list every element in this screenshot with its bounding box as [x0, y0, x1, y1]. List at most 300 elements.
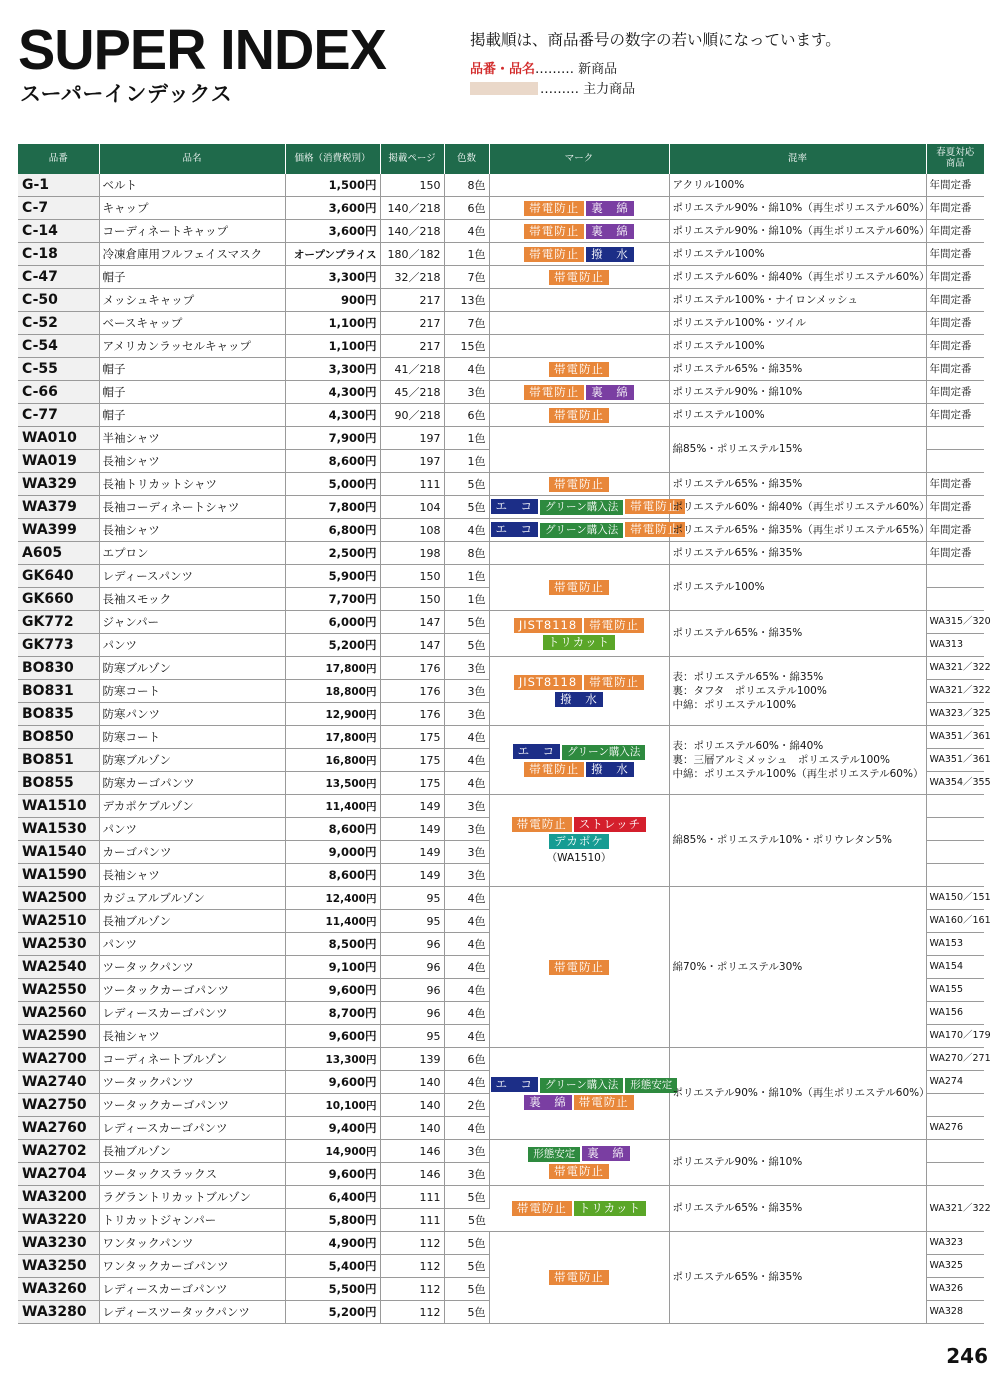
product-name: 長袖シャツ: [99, 1025, 285, 1048]
material-cell: [669, 197, 930, 220]
product-code: WA329: [18, 473, 99, 496]
mark-line: [490, 521, 681, 539]
mark-badge: 帯電防止: [625, 522, 685, 537]
season-cell: [926, 1140, 984, 1163]
header-season: 春夏対応商品: [926, 144, 984, 174]
mark-badge: 帯電防止: [584, 675, 644, 690]
product-name: 防寒コート: [99, 680, 285, 703]
product-price: 5,200円: [285, 634, 380, 657]
catalog-page: 198: [380, 542, 444, 565]
season-cell: [926, 841, 984, 864]
product-price: 9,600円: [285, 1163, 380, 1186]
table-row: [18, 611, 984, 634]
product-name: レディースカーゴパンツ: [99, 1117, 285, 1140]
mark-badge: 帯電防止: [549, 580, 609, 595]
mark-cell: [489, 220, 669, 243]
material-cell: [669, 404, 926, 427]
product-code: WA379: [18, 496, 99, 519]
product-price: 900円: [285, 289, 380, 312]
mark-badge: グリーン購入法: [562, 745, 645, 760]
material-line: ポリエステル100%: [672, 247, 765, 260]
product-code: GK640: [18, 565, 99, 588]
season-cell: 年間定番: [926, 358, 984, 381]
product-price: 12,900円: [285, 703, 380, 726]
season-cell: 年間定番: [926, 496, 984, 519]
color-count: 6色: [444, 404, 489, 427]
ordering-notice: 掲載順は、商品番号の数字の若い順になっています。: [470, 31, 841, 49]
product-price: 14,900円: [285, 1140, 380, 1163]
product-price: 11,400円: [285, 910, 380, 933]
material-line: ポリエステル65%・綿35%: [672, 1202, 803, 1215]
product-name: レディースツータックパンツ: [99, 1301, 285, 1324]
material-line: ポリエステル60%・綿40%（再生ポリエステル60%）: [672, 500, 930, 513]
product-code: WA2560: [18, 1002, 99, 1025]
mark-badge: 帯電防止: [625, 499, 685, 514]
color-count: 15色: [444, 335, 489, 358]
mark-line: [490, 579, 669, 596]
color-count: 5色: [444, 496, 489, 519]
color-count: 3色: [444, 381, 489, 404]
product-code: WA3280: [18, 1301, 99, 1324]
season-cell: [926, 818, 984, 841]
product-price: 7,700円: [285, 588, 380, 611]
catalog-page: 111: [380, 1209, 444, 1232]
table-row: [18, 519, 984, 542]
product-price: 9,100円: [285, 956, 380, 979]
catalog-page: 217: [380, 289, 444, 312]
material-line: ポリエステル65%・綿35%（再生ポリエステル65%）: [672, 523, 930, 536]
catalog-page: 96: [380, 979, 444, 1002]
product-name: カジュアルブルゾン: [99, 887, 285, 910]
legend-main-swatch: [470, 82, 538, 95]
season-cell: WA321／322: [926, 1186, 984, 1232]
product-code: WA2760: [18, 1117, 99, 1140]
season-cell: WA328: [926, 1301, 984, 1324]
mark-line: [490, 691, 669, 708]
table-row: [18, 427, 984, 450]
mark-badge: エ コ: [491, 1077, 539, 1092]
material-cell: [669, 243, 926, 266]
product-code: WA399: [18, 519, 99, 542]
product-price: 17,800円: [285, 657, 380, 680]
mark-cell: [489, 358, 669, 381]
material-cell: [669, 496, 930, 519]
mark-cell: [489, 795, 669, 887]
color-count: 5色: [444, 1278, 489, 1301]
product-name: 長袖トリカットシャツ: [99, 473, 285, 496]
product-code: WA2702: [18, 1140, 99, 1163]
product-name: カーゴパンツ: [99, 841, 285, 864]
product-name: ツータックパンツ: [99, 956, 285, 979]
catalog-page: 217: [380, 335, 444, 358]
catalog-page: 175: [380, 726, 444, 749]
season-cell: WA323／325: [926, 703, 984, 726]
product-price: 13,500円: [285, 772, 380, 795]
catalog-page: 180／182: [380, 243, 444, 266]
material-line: ポリエステル90%・綿10%（再生ポリエステル60%）: [672, 201, 930, 214]
season-cell: WA351／361: [926, 726, 984, 749]
catalog-page: 149: [380, 864, 444, 887]
mark-line: [490, 1200, 669, 1217]
mark-badge: 裏 綿: [586, 201, 634, 216]
color-count: 4色: [444, 358, 489, 381]
mark-badge: 形態安定: [625, 1078, 677, 1093]
mark-line: [490, 634, 669, 651]
color-count: 3色: [444, 864, 489, 887]
product-code: WA2550: [18, 979, 99, 1002]
table-row: [18, 473, 984, 496]
season-cell: [926, 1094, 984, 1117]
mark-cell: [489, 1048, 673, 1140]
product-code: C-50: [18, 289, 99, 312]
mark-cell: [489, 197, 669, 220]
material-cell: [669, 335, 926, 358]
color-count: 1色: [444, 450, 489, 473]
product-code: BO835: [18, 703, 99, 726]
season-cell: 年間定番: [926, 243, 984, 266]
season-cell: 年間定番: [926, 266, 984, 289]
material-line: 裏：三層アルミメッシュ ポリエステル100%: [672, 753, 890, 766]
catalog-page: 95: [380, 910, 444, 933]
material-line: ポリエステル65%・綿35%: [672, 546, 803, 559]
catalog-page: 45／218: [380, 381, 444, 404]
season-cell: 年間定番: [926, 404, 984, 427]
catalog-page: 95: [380, 1025, 444, 1048]
mark-line: [490, 200, 669, 217]
material-line: ポリエステル65%・綿35%: [672, 627, 803, 640]
product-price: 3,300円: [285, 358, 380, 381]
product-name: ツータックスラックス: [99, 1163, 285, 1186]
color-count: 3色: [444, 680, 489, 703]
color-count: 4色: [444, 220, 489, 243]
product-name: コーディネートブルゾン: [99, 1048, 285, 1071]
catalog-page: 140: [380, 1094, 444, 1117]
material-line: 綿85%・ポリエステル10%・ポリウレタン5%: [672, 834, 892, 847]
mark-line: [490, 223, 669, 240]
material-line: ポリエステル100%: [672, 339, 765, 352]
legend-new-dots: ………: [535, 62, 575, 77]
product-price: 12,400円: [285, 887, 380, 910]
color-count: 1色: [444, 565, 489, 588]
material-line: ポリエステル65%・綿35%: [672, 477, 803, 490]
material-line: アクリル100%: [672, 178, 745, 191]
table-row: [18, 1232, 984, 1255]
header-code: 品番: [18, 144, 99, 174]
mark-line: [490, 269, 669, 286]
product-name: ツータックカーゴパンツ: [99, 979, 285, 1002]
mark-line: [490, 617, 669, 634]
season-cell: WA276: [926, 1117, 984, 1140]
legend-main-item: [470, 78, 635, 97]
table-row: [18, 335, 984, 358]
color-count: 4色: [444, 749, 489, 772]
table-row: [18, 726, 984, 749]
mark-cell: [489, 1186, 669, 1232]
product-price: 2,500円: [285, 542, 380, 565]
mark-badge: 裏 綿: [586, 385, 634, 400]
product-name: ツータックカーゴパンツ: [99, 1094, 285, 1117]
mark-badge: トリカット: [543, 635, 615, 650]
color-count: 4色: [444, 772, 489, 795]
product-price: 8,600円: [285, 450, 380, 473]
mark-badge: 裏 綿: [586, 224, 634, 239]
color-count: 4色: [444, 933, 489, 956]
color-count: 1色: [444, 588, 489, 611]
material-cell: [669, 220, 930, 243]
color-count: 3色: [444, 703, 489, 726]
mark-cell: [489, 427, 669, 473]
product-name: 長袖シャツ: [99, 450, 285, 473]
mark-badge: 撥 水: [555, 692, 603, 707]
product-price: 1,500円: [285, 174, 380, 197]
mark-badge: 帯電防止: [549, 362, 609, 377]
season-cell: 年間定番: [926, 174, 984, 197]
product-code: C-66: [18, 381, 99, 404]
table-row: [18, 381, 984, 404]
product-code: WA2704: [18, 1163, 99, 1186]
table-row: [18, 887, 984, 910]
catalog-page: 176: [380, 680, 444, 703]
season-cell: [926, 427, 984, 450]
product-code: WA2500: [18, 887, 99, 910]
mark-line: [490, 1145, 669, 1163]
mark-line: [490, 959, 669, 976]
product-price: 1,100円: [285, 335, 380, 358]
product-name: パンツ: [99, 634, 285, 657]
mark-cell: [489, 473, 669, 496]
product-price: 5,200円: [285, 1301, 380, 1324]
mark-badge: 帯電防止: [524, 224, 584, 239]
product-code: WA010: [18, 427, 99, 450]
color-count: 3色: [444, 795, 489, 818]
material-cell: [669, 358, 926, 381]
page-number: 246: [946, 1344, 988, 1368]
material-line: ポリエステル100%: [672, 581, 765, 594]
product-name: 防寒パンツ: [99, 703, 285, 726]
product-name: 冷凍倉庫用フルフェイスマスク: [99, 243, 285, 266]
mark-badge: 帯電防止: [549, 960, 609, 975]
season-cell: WA153: [926, 933, 984, 956]
season-cell: [926, 588, 984, 611]
product-name: エプロン: [99, 542, 285, 565]
catalog-page: 176: [380, 703, 444, 726]
color-count: 4色: [444, 1071, 489, 1094]
product-name: ベルト: [99, 174, 285, 197]
product-name: トリカットジャンパー: [99, 1209, 285, 1232]
mark-badge: エ コ: [491, 499, 539, 514]
table-row: [18, 657, 984, 680]
table-row: [18, 197, 984, 220]
catalog-page: 112: [380, 1278, 444, 1301]
material-cell: [669, 312, 926, 335]
material-cell: [669, 1186, 926, 1232]
color-count: 3色: [444, 657, 489, 680]
product-price: 7,900円: [285, 427, 380, 450]
product-code: C-47: [18, 266, 99, 289]
season-cell: 年間定番: [926, 312, 984, 335]
product-code: WA3250: [18, 1255, 99, 1278]
catalog-page: 175: [380, 749, 444, 772]
catalog-page: 111: [380, 473, 444, 496]
color-count: 2色: [444, 1094, 489, 1117]
table-row: [18, 1140, 984, 1163]
color-count: 4色: [444, 910, 489, 933]
table-row: [18, 289, 984, 312]
color-count: 7色: [444, 266, 489, 289]
season-cell: 年間定番: [926, 542, 984, 565]
color-count: 5色: [444, 1186, 489, 1209]
product-code: WA019: [18, 450, 99, 473]
mark-badge: 帯電防止: [512, 817, 572, 832]
catalog-page: 146: [380, 1140, 444, 1163]
product-name: 帽子: [99, 358, 285, 381]
legend-new-text: 新商品: [578, 62, 618, 77]
material-line: ポリエステル65%・綿35%: [672, 1271, 803, 1284]
color-count: 6色: [444, 197, 489, 220]
mark-cell: [489, 726, 669, 795]
product-name: パンツ: [99, 933, 285, 956]
product-price: 8,500円: [285, 933, 380, 956]
catalog-page: 149: [380, 818, 444, 841]
product-name: 長袖コーディネートシャツ: [99, 496, 285, 519]
season-cell: WA270／271: [926, 1048, 984, 1071]
color-count: 3色: [444, 841, 489, 864]
mark-badge: デカポケ: [549, 834, 609, 849]
season-cell: WA321／322: [926, 657, 984, 680]
mark-line: [490, 833, 669, 850]
material-cell: [669, 289, 926, 312]
mark-cell: [489, 542, 669, 565]
season-cell: WA351／361: [926, 749, 984, 772]
product-code: WA2530: [18, 933, 99, 956]
product-code: WA2750: [18, 1094, 99, 1117]
mark-cell: [489, 404, 669, 427]
mark-line: [490, 384, 669, 401]
mark-badge: 帯電防止: [549, 408, 609, 423]
product-price: 9,600円: [285, 1025, 380, 1048]
table-row: [18, 174, 984, 197]
page-subtitle: スーパーインデックス: [20, 82, 233, 106]
product-code: WA3220: [18, 1209, 99, 1232]
mark-badge: 帯電防止: [549, 477, 609, 492]
material-line: 中綿：ポリエステル100%（再生ポリエステル60%）: [672, 768, 924, 781]
product-code: WA2540: [18, 956, 99, 979]
material-line: 綿70%・ポリエステル30%: [672, 960, 803, 973]
material-cell: [669, 1048, 930, 1140]
color-count: 1色: [444, 427, 489, 450]
mark-line: [490, 816, 669, 833]
material-cell: [669, 473, 926, 496]
mark-badge: 撥 水: [586, 762, 634, 777]
product-code: WA2740: [18, 1071, 99, 1094]
header-page: 掲載ページ: [380, 144, 444, 174]
catalog-page: 96: [380, 1002, 444, 1025]
product-code: WA1530: [18, 818, 99, 841]
mark-line: [490, 761, 669, 778]
product-price: 7,800円: [285, 496, 380, 519]
catalog-page: 176: [380, 657, 444, 680]
season-cell: WA150／151: [926, 887, 984, 910]
product-code: C-14: [18, 220, 99, 243]
season-cell: 年間定番: [926, 381, 984, 404]
color-count: 7色: [444, 312, 489, 335]
product-name: デカポケブルゾン: [99, 795, 285, 818]
legend-main-text: 主力商品: [583, 82, 636, 97]
material-line: ポリエステル90%・綿10%（再生ポリエステル60%）: [672, 1087, 930, 1100]
mark-badge: 帯電防止: [584, 618, 644, 633]
table-body: [18, 174, 991, 1324]
color-count: 5色: [444, 634, 489, 657]
mark-badge: 帯電防止: [549, 270, 609, 285]
season-cell: WA160／161: [926, 910, 984, 933]
index-table: [18, 144, 991, 1324]
product-name: レディースパンツ: [99, 565, 285, 588]
mark-badge: 形態安定: [528, 1147, 580, 1162]
product-name: 帽子: [99, 266, 285, 289]
product-price: 6,800円: [285, 519, 380, 542]
product-price: オープンプライス: [285, 243, 380, 266]
product-name: ベースキャップ: [99, 312, 285, 335]
mark-line: [490, 1076, 673, 1094]
product-price: 5,800円: [285, 1209, 380, 1232]
mark-badge: 帯電防止: [524, 762, 584, 777]
season-cell: [926, 795, 984, 818]
mark-cell: [489, 289, 669, 312]
product-code: BO850: [18, 726, 99, 749]
product-price: 3,600円: [285, 197, 380, 220]
catalog-page: 104: [380, 496, 444, 519]
product-name: 帽子: [99, 404, 285, 427]
product-code: BO851: [18, 749, 99, 772]
product-code: WA3230: [18, 1232, 99, 1255]
material-line: 表：ポリエステル65%・綿35%: [672, 670, 824, 683]
catalog-page: 150: [380, 565, 444, 588]
season-cell: 年間定番: [926, 220, 984, 243]
catalog-page: 139: [380, 1048, 444, 1071]
catalog-page: 41／218: [380, 358, 444, 381]
mark-cell: [489, 243, 669, 266]
mark-line: [490, 476, 669, 493]
color-count: 4色: [444, 956, 489, 979]
legend-new-label: 品番・品名: [470, 62, 536, 77]
catalog-page: 140／218: [380, 197, 444, 220]
product-name: パンツ: [99, 818, 285, 841]
product-name: 防寒カーゴパンツ: [99, 772, 285, 795]
mark-badge: 裏 綿: [582, 1146, 630, 1161]
material-cell: [669, 1140, 926, 1186]
catalog-page: 140: [380, 1117, 444, 1140]
header-mark: マーク: [489, 144, 669, 174]
mark-cell: [489, 519, 681, 542]
table-row: [18, 312, 984, 335]
mark-line: [490, 361, 669, 378]
season-cell: WA321／322: [926, 680, 984, 703]
mark-badge: 裏 綿: [524, 1095, 572, 1110]
product-name: 長袖シャツ: [99, 519, 285, 542]
material-cell: [669, 565, 926, 611]
color-count: 5色: [444, 1301, 489, 1324]
product-code: A605: [18, 542, 99, 565]
product-price: 11,400円: [285, 795, 380, 818]
season-cell: [926, 450, 984, 473]
color-count: 8色: [444, 542, 489, 565]
product-code: BO831: [18, 680, 99, 703]
material-cell: [669, 611, 926, 657]
catalog-page: 108: [380, 519, 444, 542]
product-price: 10,100円: [285, 1094, 380, 1117]
catalog-page: 112: [380, 1232, 444, 1255]
product-name: 長袖ブルゾン: [99, 1140, 285, 1163]
